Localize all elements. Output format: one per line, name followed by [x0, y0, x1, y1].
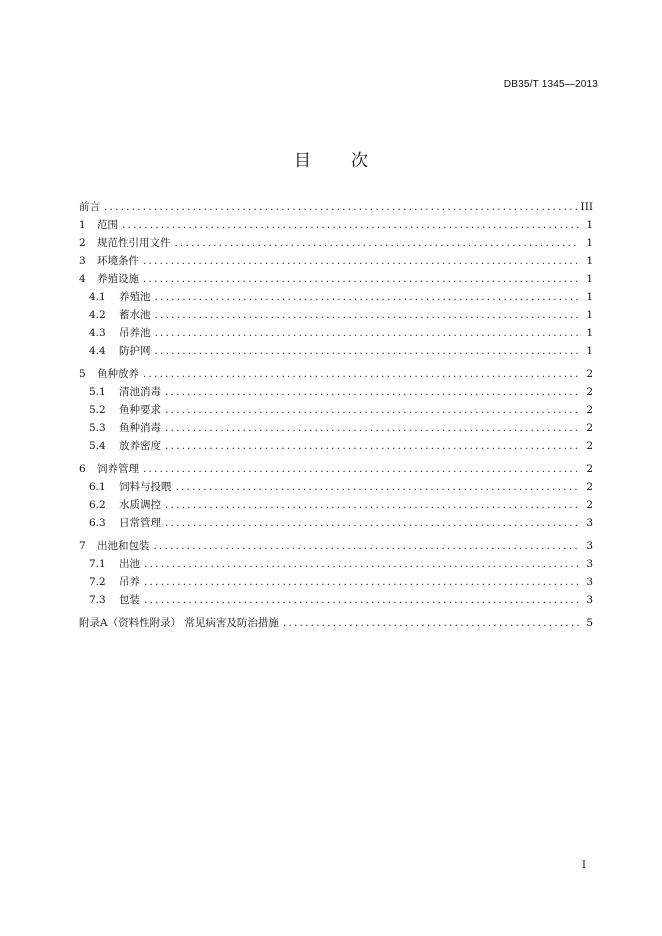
toc-entry-label: 鱼种放养 [97, 368, 139, 380]
dot-leader [143, 252, 579, 270]
toc-subentry[interactable] [79, 288, 593, 306]
toc-entry-number: 7.1 [89, 558, 106, 570]
toc-entry-page: 3 [586, 558, 593, 570]
dot-leader [165, 419, 579, 437]
toc-entry-page: 2 [586, 386, 593, 398]
toc-entry-label: 包装 [119, 594, 140, 606]
toc-entry-label: 养殖设施 [97, 273, 139, 285]
toc-entry-page: 5 [586, 617, 593, 629]
toc-entry-label: 范围 [97, 219, 118, 231]
toc-entry-number: 2 [79, 237, 86, 249]
toc-subentry[interactable] [79, 383, 593, 401]
toc-entry-number: 4.1 [89, 291, 106, 303]
toc-entry-label: 前言 [79, 201, 100, 213]
dot-leader [144, 555, 579, 573]
toc-subentry[interactable] [79, 419, 593, 437]
toc-entry-label: 放养密度 [119, 440, 161, 452]
toc-entry-label: 吊养池 [119, 327, 151, 339]
dot-leader [176, 478, 580, 496]
toc-subentry[interactable] [79, 591, 593, 609]
toc-entry-page: 2 [586, 440, 593, 452]
toc-entry-page: 2 [586, 499, 593, 511]
toc-entry-page: 2 [586, 481, 593, 493]
dot-leader [144, 591, 579, 609]
toc-entry[interactable] [79, 234, 593, 252]
toc-entry-number: 5.2 [89, 404, 106, 416]
toc-entry-number: 7 [79, 540, 86, 552]
toc-entry-label: 环境条件 [97, 255, 139, 267]
toc-subentry[interactable] [79, 514, 593, 532]
toc-entry-page: 3 [586, 594, 593, 606]
toc-entry-number: 3 [79, 255, 86, 267]
toc-entry-page: 2 [586, 463, 593, 475]
dot-leader [144, 573, 579, 591]
toc-entry-number: 5.3 [89, 422, 106, 434]
dot-leader [155, 342, 580, 360]
toc-entry-number: 1 [79, 219, 86, 231]
toc-entry-number: 6.1 [89, 481, 106, 493]
toc-entry-number: 4 [79, 273, 86, 285]
toc-entry-page: 3 [586, 540, 593, 552]
page-number: I [582, 860, 586, 871]
dot-leader [143, 460, 579, 478]
toc-entry-page: 1 [586, 291, 593, 303]
toc-entry[interactable] [79, 365, 593, 383]
dot-leader [155, 288, 580, 306]
toc-entry-label: 清池消毒 [119, 386, 161, 398]
toc-subentry[interactable] [79, 478, 593, 496]
dot-leader [155, 324, 580, 342]
toc-entry-label: 饲料与投喂 [119, 481, 172, 493]
toc-entry-number: 7.3 [89, 594, 106, 606]
toc-subentry[interactable] [79, 555, 593, 573]
toc-entry-page: 3 [586, 576, 593, 588]
toc-subentry[interactable] [79, 401, 593, 419]
toc-entry-number: 4.4 [89, 345, 106, 357]
toc-subentry[interactable] [79, 573, 593, 591]
document-code: DB35/T 1345—2013 [503, 79, 598, 90]
toc-entry-number: 6.3 [89, 517, 106, 529]
toc-entry-number: 5.1 [89, 386, 106, 398]
dot-leader [143, 270, 579, 288]
toc-entry-number: 7.2 [89, 576, 106, 588]
toc-entry-label: 出池和包装 [97, 540, 150, 552]
toc-entry[interactable] [79, 614, 593, 632]
toc-entry[interactable] [79, 252, 593, 270]
toc-entry-page: 2 [586, 404, 593, 416]
toc-entry-page: 1 [586, 273, 593, 285]
dot-leader [104, 198, 577, 216]
toc-entry[interactable] [79, 216, 593, 234]
dot-leader [283, 614, 579, 632]
toc-entry-label: 防护网 [119, 345, 151, 357]
page-title: 目次 [294, 151, 408, 171]
dot-leader [165, 401, 579, 419]
toc-entry[interactable] [79, 460, 593, 478]
dot-leader [155, 306, 580, 324]
toc-subentry[interactable] [79, 437, 593, 455]
toc-entry-label: 附录A（资料性附录） 常见病害及防治措施 [79, 617, 279, 629]
toc-entry-page: 1 [586, 219, 593, 231]
toc-subentry[interactable] [79, 324, 593, 342]
toc-entry-label: 水质调控 [119, 499, 161, 511]
toc-entry-number: 6 [79, 463, 86, 475]
toc-entry-label: 鱼种消毒 [119, 422, 161, 434]
toc-entry[interactable] [79, 198, 593, 216]
toc-entry-label: 出池 [119, 558, 140, 570]
toc-entry-number: 4.3 [89, 327, 106, 339]
toc-entry-page: 1 [586, 309, 593, 321]
toc-subentry[interactable] [79, 496, 593, 514]
dot-leader [122, 216, 579, 234]
toc-subentry[interactable] [79, 342, 593, 360]
dot-leader [165, 437, 579, 455]
dot-leader [165, 383, 579, 401]
toc-entry-page: 3 [586, 517, 593, 529]
toc-entry-page: 2 [586, 422, 593, 434]
toc-entry[interactable] [79, 270, 593, 288]
toc-entry-label: 规范性引用文件 [97, 237, 171, 249]
toc-entry-label: 蓄水池 [119, 309, 151, 321]
toc-entry-page: 1 [586, 327, 593, 339]
toc-entry-page: III [580, 201, 593, 213]
dot-leader [154, 537, 580, 555]
toc-entry-label: 日常管理 [119, 517, 161, 529]
toc-entry[interactable] [79, 537, 593, 555]
dot-leader [165, 514, 579, 532]
table-of-contents [79, 198, 593, 632]
toc-entry-page: 2 [586, 368, 593, 380]
toc-entry-number: 4.2 [89, 309, 106, 321]
toc-entry-number: 5 [79, 368, 86, 380]
toc-entry-page: 1 [586, 255, 593, 267]
toc-subentry[interactable] [79, 306, 593, 324]
dot-leader [143, 365, 579, 383]
dot-leader [175, 234, 580, 252]
toc-entry-number: 5.4 [89, 440, 106, 452]
toc-entry-page: 1 [586, 237, 593, 249]
toc-entry-label: 吊养 [119, 576, 140, 588]
toc-entry-label: 鱼种要求 [119, 404, 161, 416]
toc-entry-number: 6.2 [89, 499, 106, 511]
dot-leader [165, 496, 579, 514]
toc-entry-label: 养殖池 [119, 291, 151, 303]
toc-entry-page: 1 [586, 345, 593, 357]
toc-entry-label: 饲养管理 [97, 463, 139, 475]
